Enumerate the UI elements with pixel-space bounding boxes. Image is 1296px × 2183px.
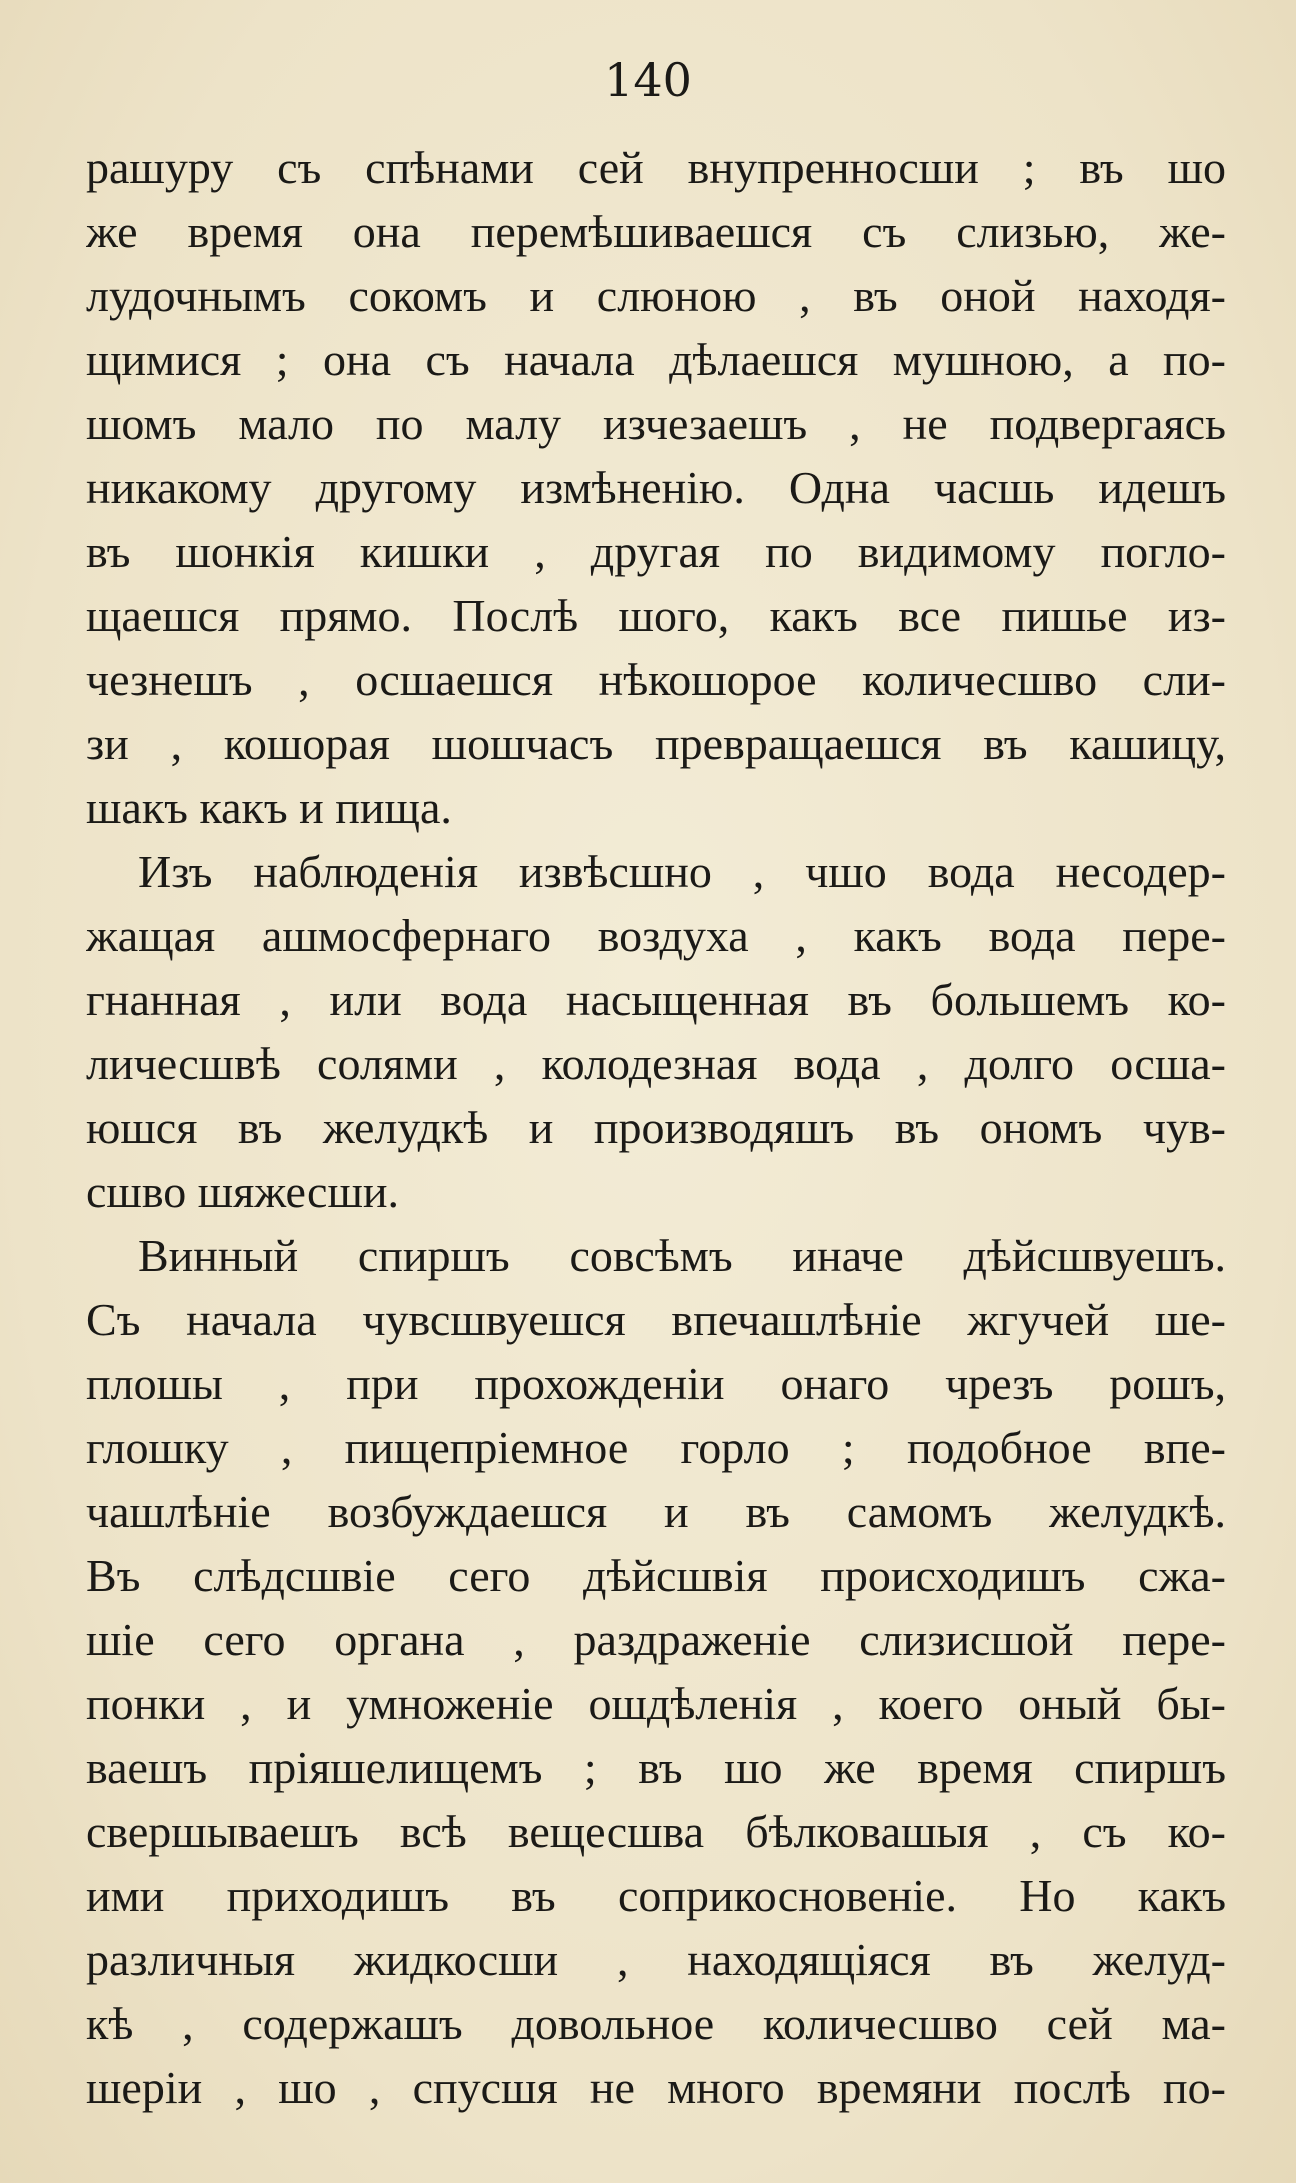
paragraph-3 [86,1224,1226,2120]
paragraph-1 [86,136,1226,840]
text-line: зи , кошорая шошчасъ превращаешся въ кашицу, [86,718,1226,769]
page-number: 140 [604,53,692,107]
text-line: въ шонкія кишки , другая по видимому погло- [86,526,1226,577]
text-line: Винный спиршъ совсѣмъ иначе дѣйсшвуешъ. [138,1230,1226,1281]
text-line: глошку , пищепріемное горло ; подобное впе- [86,1422,1226,1473]
text-line: рашуру съ спѣнами сей внупренносши ; въ шо [86,142,1226,193]
text-line: чашлѣніе возбуждаешся и въ самомъ желудкѣ. [86,1486,1226,1537]
text-line: шіе сего органа , раздраженіе слизисшой пере- [86,1614,1226,1665]
text-line: личесшвѣ солями , колодезная вода , долго осша- [86,1038,1226,1089]
text-line: Въ слѣдсшвіе сего дѣйсшвія происходишъ сжа- [86,1550,1226,1601]
text-line: Съ начала чувсшвуешся впечашлѣніе жгучей ше- [86,1294,1226,1345]
text-line: сшво шяжесши. [86,1166,400,1217]
text-line: ими приходишъ въ соприкосновеніе. Но какъ [86,1870,1226,1921]
text-line: понки , и умноженіе ошдѣленія , коего оный бы- [86,1678,1226,1729]
text-line: кѣ , содержашъ довольное количесшво сей ма- [86,1998,1226,2049]
text-line: шакъ какъ и пища. [86,782,452,833]
text-line: Изъ наблюденія извѣсшно , чшо вода несодер- [138,846,1226,897]
text-line: свершываешъ всѣ вещесшва бѣлковашыя , съ ко- [86,1806,1226,1857]
text-line: щимися ; она съ начала дѣлаешся мушною, а по- [86,334,1226,385]
text-line: гнанная , или вода насыщенная въ большемъ ко- [86,974,1226,1025]
text-line: же время она перемѣшиваешся съ слизью, же- [86,206,1226,257]
paragraph-2 [86,840,1226,1224]
text-line: юшся въ желудкѣ и производяшъ въ ономъ чув- [86,1102,1226,1153]
text-line: лудочнымъ сокомъ и слюною , въ оной находя- [86,270,1226,321]
text-line: никакому другому измѣненію. Одна часшь идешъ [86,462,1226,513]
text-line: различныя жидкосши , находящіяся въ желуд- [86,1934,1226,1985]
text-line: шеріи , шо , спусшя не много времяни послѣ по- [86,2062,1226,2113]
text-line: жащая ашмосфернаго воздуха , какъ вода пере- [86,910,1226,961]
body-text [86,136,1226,2120]
text-line: плошы , при прохожденіи онаго чрезъ рошъ, [86,1358,1226,1409]
text-line: щаешся прямо. Послѣ шого, какъ все пишье из- [86,590,1226,641]
text-line: шомъ мало по малу изчезаешъ , не подвергаясь [86,398,1226,449]
text-line: ваешъ пріяшелищемъ ; въ шо же время спиршъ [86,1742,1226,1793]
text-line: чезнешъ , осшаешся нѣкошорое количесшво сли- [86,654,1226,705]
